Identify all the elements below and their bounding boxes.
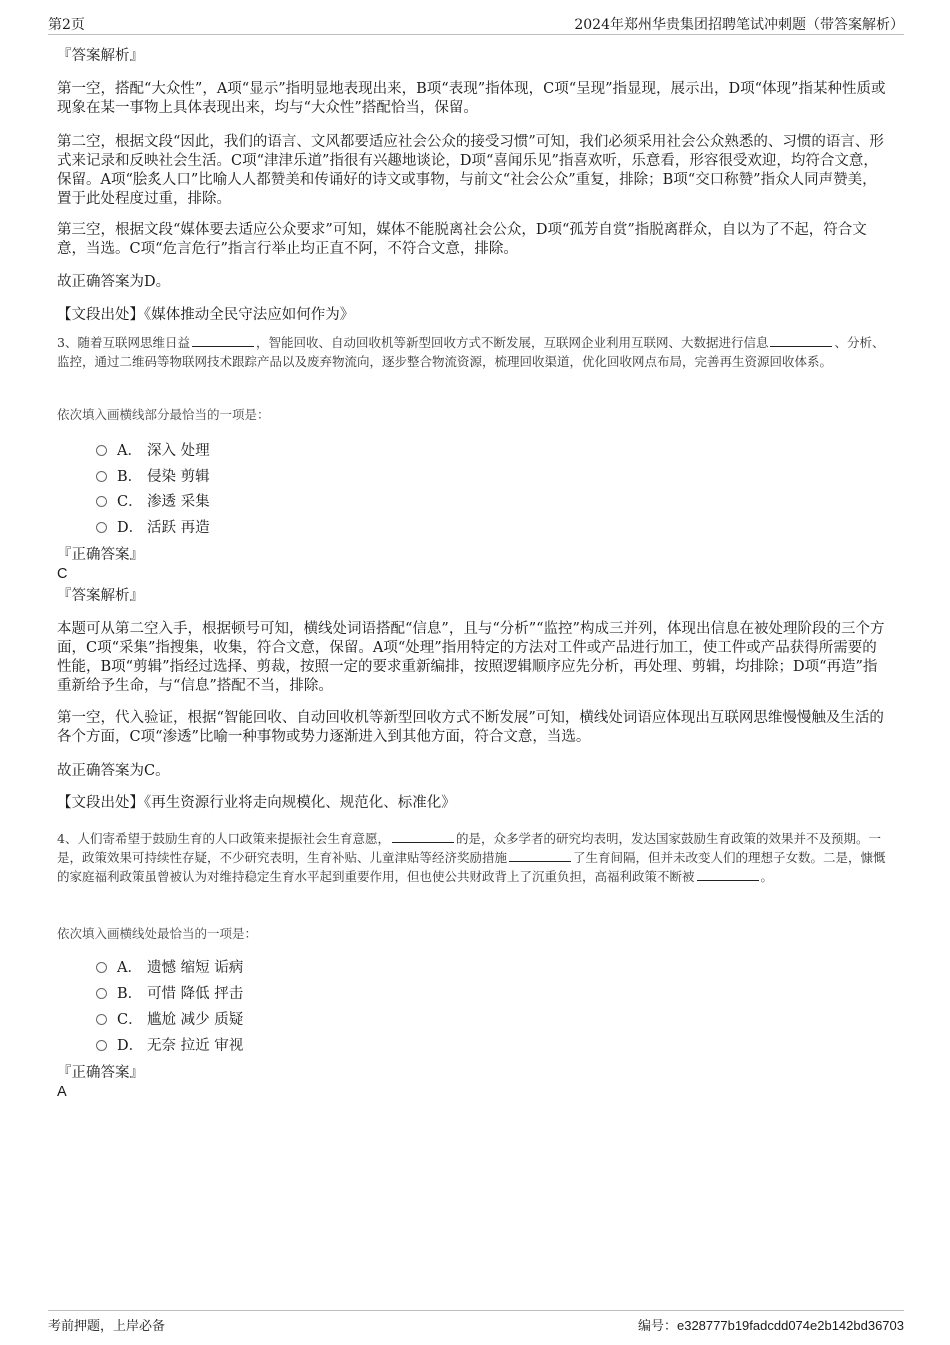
radio-icon[interactable] [96, 445, 107, 456]
radio-icon[interactable] [96, 1014, 107, 1025]
source-citation: 【文段出处】《再生资源行业将走向规模化、规范化、标准化》 [57, 795, 456, 811]
option-b[interactable]: B． 侵染 剪辑 [96, 467, 210, 487]
footer-slogan: 考前押题，上岸必备 [48, 1319, 166, 1334]
analysis-heading: 『答案解析』 [57, 48, 144, 64]
page-header [48, 14, 904, 35]
option-d[interactable]: D． 无奈 拉近 审视 [96, 1036, 243, 1056]
fill-blank [697, 870, 759, 881]
radio-icon[interactable] [96, 988, 107, 999]
analysis-paragraph: 第三空，根据文段“媒体要去适应公众要求”可知，媒体不能脱离社会公众，D项“孤芳自赏”指脱离群众，自以为了不起，符合文意，当选。C项“危言危行”指言行举止均正直不阿，不符合文意，排除。 [57, 222, 867, 257]
fill-blank [392, 832, 454, 843]
radio-icon[interactable] [96, 496, 107, 507]
analysis-heading: 『答案解析』 [57, 588, 144, 604]
option-c[interactable]: C． 尴尬 减少 质疑 [96, 1010, 243, 1030]
correct-answer-heading: 『正确答案』 [57, 547, 144, 563]
analysis-paragraph: 本题可从第二空入手，根据顿号可知，横线处词语搭配“信息”，且与“分析”“监控”构成三并列，体现出信息在被处理阶段的三个方面，C项“采集”指搜集，收集，符合文意，保留。A项“处理”指用特定的方法对工件或产品进行加工，使工件或产品获得所需要的性能，B项“剪辑”指经过选择、剪裁，按照一定的要求重新编排，按照逻辑顺序应先分析，再处理、剪辑，均排除；D项“再造”指重新给予生命，与“信息”搭配不当，排除。 [57, 621, 885, 694]
page-footer [48, 1310, 904, 1335]
question-prompt: 依次填入画横线处最恰当的一项是： [57, 926, 258, 941]
option-d[interactable]: D． 活跃 再造 [96, 518, 210, 538]
fill-blank [770, 336, 832, 347]
analysis-paragraph: 第二空，根据文段“因此，我们的语言、文风都要适应社会公众的接受习惯”可知，我们必须采用社会公众熟悉的、习惯的语言、形式来记录和反映社会生活。C项“津津乐道”指很有兴趣地谈论，D项“喜闻乐见”指喜欢听，乐意看，形容很受欢迎，均符合文意，保留。A项“脍炙人口”比喻人人都赞美和传诵好的诗文或事物，与前文“社会公众”重复，排除；B项“交口称赞”指众人同声赞美，置于此处程度过重，排除。 [57, 134, 884, 207]
question-3-stem: 3、随着互联网思维日益 ，智能回收、自动回收机等新型回收方式不断发展，互联网企业利用互联网、大数据进行信息 、分析、监控，通过二维码等物联网技术跟踪产品以及废弃物流向，逐步整合物流资源，梳理回收渠道，优化回收网点布局，完善再生资源回收体系。 [57, 335, 885, 369]
fill-blank [192, 336, 254, 347]
radio-icon[interactable] [96, 1040, 107, 1051]
correct-answer: C [57, 566, 68, 582]
source-citation: 【文段出处】《媒体推动全民守法应如何作为》 [57, 307, 355, 323]
radio-icon[interactable] [96, 962, 107, 973]
correct-answer: A [57, 1084, 67, 1100]
radio-icon[interactable] [96, 471, 107, 482]
option-b[interactable]: B． 可惜 降低 抨击 [96, 984, 243, 1004]
conclusion: 故正确答案为D。 [57, 274, 171, 290]
page-number: 第2页 [48, 17, 85, 33]
option-a[interactable]: A． 遗憾 缩短 诟病 [96, 958, 243, 978]
fill-blank [509, 851, 571, 862]
option-a[interactable]: A． 深入 处理 [96, 441, 210, 461]
question-4-stem: 4、人们寄希望于鼓励生育的人口政策来提振社会生育意愿， 的是，众多学者的研究均表明，发达国家鼓励生育政策的效果并不及预期。一是，政策效果可持续性存疑，不少研究表明，生育补贴、儿童津贴等经济奖励措施 了生育间隔，但并未改变人们的理想子女数。二是，慷慨的家庭福利政策虽曾被认为对维持稳定生育水平起到重要作用，但也使公共财政背上了沉重负担，高福利政策不断被 。 [57, 831, 886, 884]
option-c[interactable]: C． 渗透 采集 [96, 492, 210, 512]
radio-icon[interactable] [96, 522, 107, 533]
document-title: 2024年郑州华贵集团招聘笔试冲刺题（带答案解析） [574, 17, 904, 33]
correct-answer-heading: 『正确答案』 [57, 1065, 144, 1081]
conclusion: 故正确答案为C。 [57, 763, 170, 779]
question-prompt: 依次填入画横线部分最恰当的一项是： [57, 407, 270, 422]
document-id: 编号：e328777b19fadcdd074e2b142bd36703 [637, 1318, 904, 1333]
analysis-paragraph: 第一空，搭配“大众性”，A项“显示”指明显地表现出来，B项“表现”指体现，C项“呈现”指显现，展示出，D项“体现”指某种性质或现象在某一事物上具体表现出来，均与“大众性”搭配恰当，保留。 [57, 81, 886, 116]
analysis-paragraph: 第一空，代入验证，根据“智能回收、自动回收机等新型回收方式不断发展”可知，横线处词语应体现出互联网思维慢慢触及生活的各个方面，C项“渗透”比喻一种事物或势力逐渐进入到其他方面，符合文意，当选。 [57, 710, 884, 745]
